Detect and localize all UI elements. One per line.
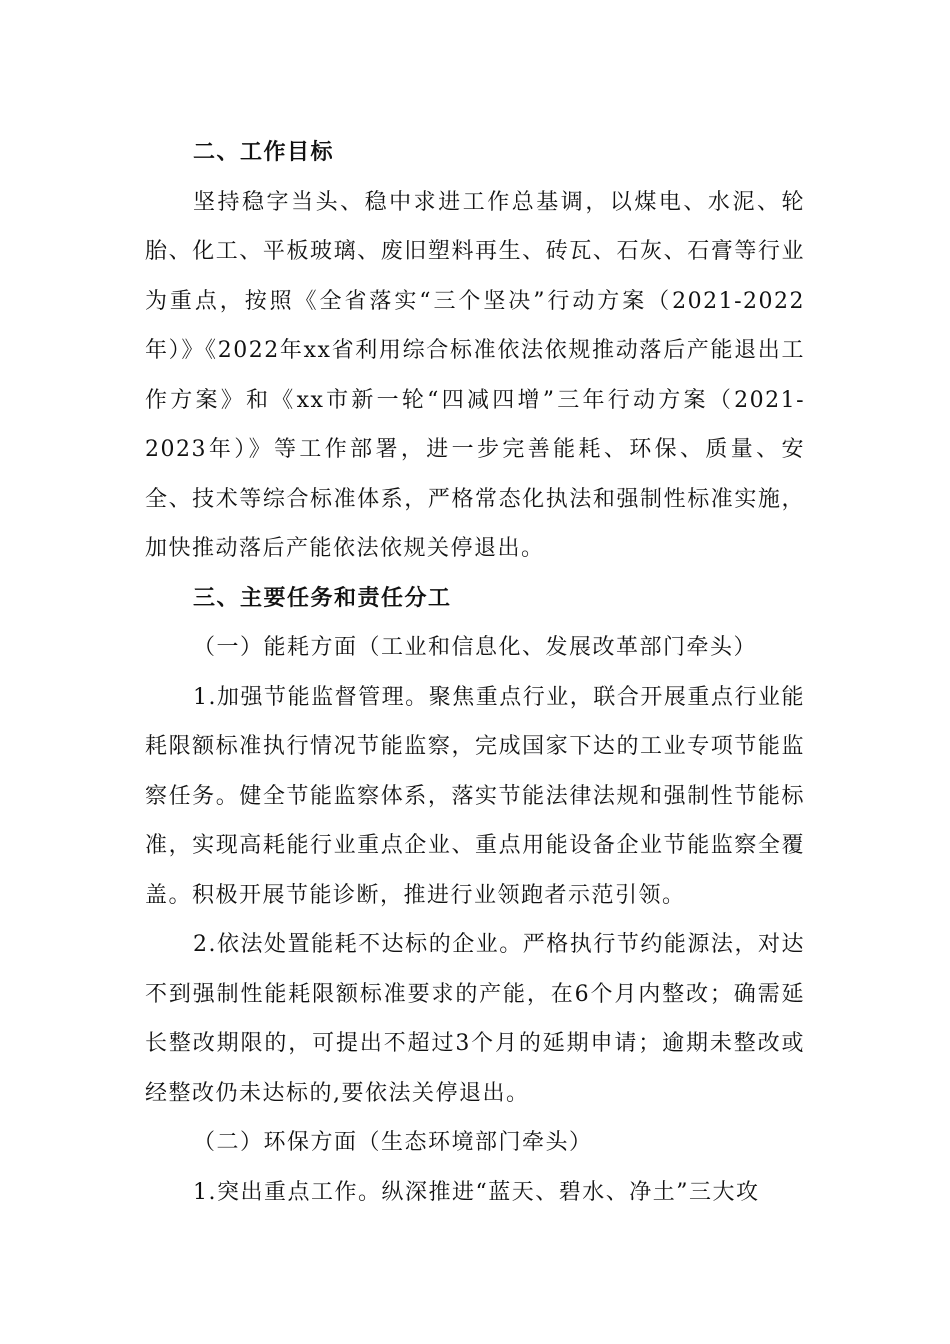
document-page [145, 128, 805, 1217]
paragraph-energy-1: 1.加强节能监督管理。聚焦重点行业，联合开展重点行业能耗限额标准执行情况节能监察，完成国家下达的工业专项节能监察任务。健全节能监察体系，落实节能法律法规和强制性节能标准，实现高耗能行业重点企业、重点用能设备企业节能监察全覆盖。积极开展节能诊断，推进行业领跑者示范引领。 [145, 684, 805, 908]
subheading-environment: （二）环保方面（生态环境部门牵头） [193, 1130, 593, 1155]
subheading-energy: （一）能耗方面（工业和信息化、发展改革部门牵头） [193, 635, 758, 660]
section-heading-tasks: 三、主要任务和责任分工 [193, 584, 452, 611]
section-heading-goals: 二、工作目标 [193, 139, 335, 165]
paragraph-environment-1: 1.突出重点工作。纵深推进“蓝天、碧水、净土”三大攻 [193, 1179, 760, 1205]
paragraph-energy-2: 2.依法处置能耗不达标的企业。严格执行节约能源法，对达不到强制性能耗限额标准要求的产能，在6个月内整改；确需延长整改期限的，可提出不超过3个月的延期申请；逾期未整改或经整改仍未达标的,要依法关停退出。 [145, 932, 805, 1106]
paragraph-goals: 坚持稳字当头、稳中求进工作总基调，以煤电、水泥、轮胎、化工、平板玻璃、废旧塑料再生、砖瓦、石灰、石膏等行业为重点，按照《全省落实“三个坚决”行动方案（2021-2022年）》《2022年xx省利用综合标准依法依规推动落后产能退出工作方案》和《xx市新一轮“四减四增”三年行动方案（2021-2023年）》等工作部署，进一步完善能耗、环保、质量、安全、技术等综合标准体系，严格常态化执法和强制性标准实施，加快推动落后产能依法依规关停退出。 [145, 189, 805, 561]
